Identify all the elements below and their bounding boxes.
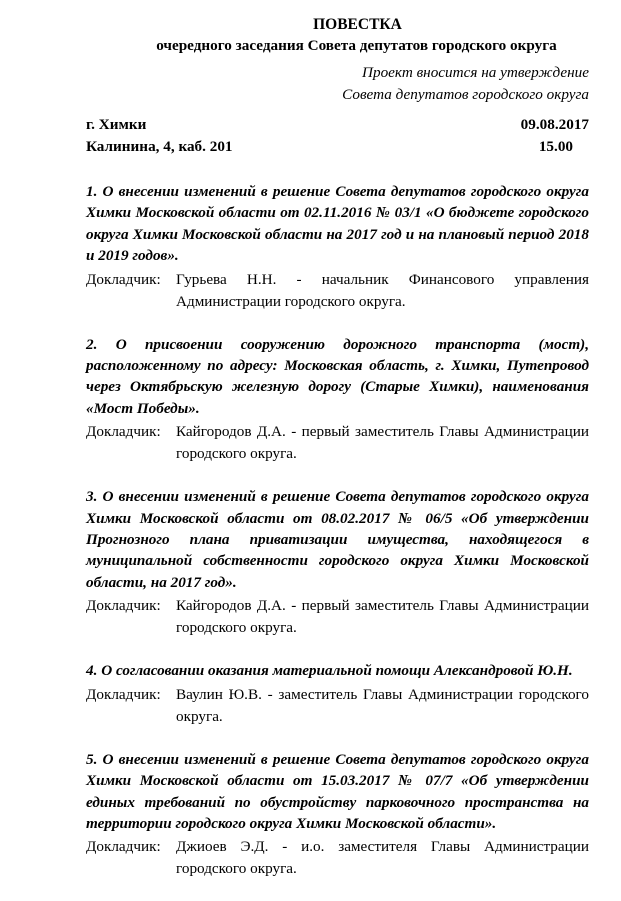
meeting-city: г. Химки xyxy=(86,116,147,133)
reporter-label: Докладчик: xyxy=(86,270,161,288)
reporter-row xyxy=(86,684,589,728)
reporter-name: Ваулин Ю.В. - заместитель Главы Администрации городского округа. xyxy=(176,685,589,725)
agenda-items xyxy=(86,181,589,880)
meta-row-address-time xyxy=(86,136,589,158)
project-note xyxy=(86,62,589,106)
agenda-item-title: 3. О внесении изменений в решение Совета депутатов городского округа Химки Московской области от 08.02.2017 № 06/5 «Об утверждении Прогнозного плана приватизации имущества, находящегося в муниципальной собственности городского округа Химки Московской области, на 2017 год». xyxy=(86,488,589,591)
meta-row-city-date xyxy=(86,114,589,136)
project-note-line: Совета депутатов городского округа xyxy=(342,86,589,103)
project-note-line: Проект вносится на утверждение xyxy=(362,64,589,81)
document-subtitle: очередного заседания Совета депутатов городского округа xyxy=(156,37,557,54)
agenda-item-title: 5. О внесении изменений в решение Совета депутатов городского округа Химки Московской области от 15.03.2017 № 07/7 «Об утверждении единых требований по обустройству парковочного пространства на территории городского округа Химки Московской области». xyxy=(86,750,589,832)
reporter-row xyxy=(86,595,589,639)
reporter-name: Гурьева Н.Н. - начальник Финансового управления Администрации городского округа. xyxy=(176,270,589,310)
reporter-label: Докладчик: xyxy=(86,685,161,703)
reporter-label: Докладчик: xyxy=(86,423,161,441)
reporter-name: Кайгородов Д.А. - первый заместитель Главы Администрации городского округа. xyxy=(176,423,589,463)
agenda-document xyxy=(86,14,589,901)
reporter-row xyxy=(86,269,589,313)
agenda-item xyxy=(86,334,589,466)
agenda-item-title: 2. О присвоении сооружению дорожного транспорта (мост), расположенному по адресу: Московская область, г. Химки, Путепровод через Октябрьскую железную дорогу (Старые Химки), наименования «Мост Победы». xyxy=(86,335,589,417)
agenda-item xyxy=(86,486,589,639)
meeting-date: 09.08.2017 xyxy=(520,116,589,133)
agenda-item xyxy=(86,660,589,727)
agenda-item-title: 4. О согласовании оказания материальной помощи Александровой Ю.Н. xyxy=(86,662,573,680)
reporter-label: Докладчик: xyxy=(86,838,161,856)
reporter-name: Джиоев Э.Д. - и.о. заместителя Главы Администрации городского округа. xyxy=(176,838,589,878)
reporter-name: Кайгородов Д.А. - первый заместитель Главы Администрации городского округа. xyxy=(176,597,589,637)
meeting-time: 15.00 xyxy=(538,138,573,155)
agenda-item-title: 1. О внесении изменений в решение Совета депутатов городского округа Химки Московской области от 02.11.2016 № 03/1 «О бюджете городского округа Химки Московской области на 2017 год и на плановый период 2018 и 2019 годов». xyxy=(86,183,589,265)
reporter-label: Докладчик: xyxy=(86,597,161,615)
meeting-address: Калинина, 4, каб. 201 xyxy=(86,138,233,155)
reporter-row xyxy=(86,836,589,880)
document-title: ПОВЕСТКА xyxy=(313,16,402,33)
reporter-row xyxy=(86,421,589,465)
agenda-item xyxy=(86,181,589,313)
agenda-item xyxy=(86,749,589,881)
